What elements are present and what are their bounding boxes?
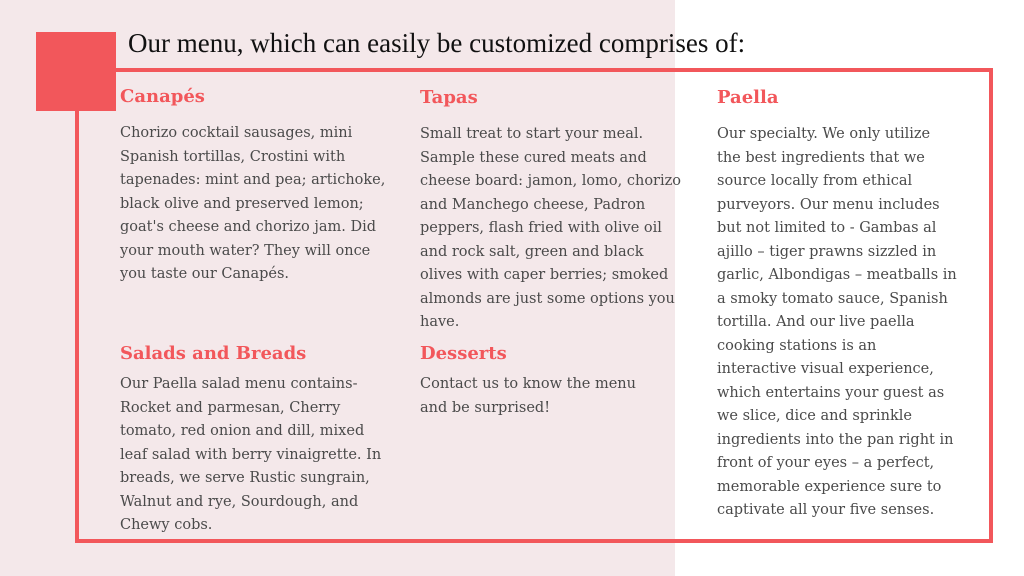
section-heading-canapes: Canapés [120, 86, 205, 107]
section-text-paella: Our specialty. We only utilize the best ingredients that we source locally from ethical purveyors. Our menu includes but not limited to - Gambas al ajillo – tiger prawns sizzled in garlic, Albondigas – meatballs in a smoky tomato sauce, Spanish tortilla. And our live paella cooking stations is an interactive visual experience, which entertains your guest as we slice, dice and sprinkle ingredients into the pan right in front of your eyes – a perfect, memorable experience sure to captivate all your five senses. [717, 126, 957, 518]
section-text-desserts: Contact us to know the menu and be surprised! [420, 376, 636, 416]
section-paella [717, 87, 957, 523]
section-tapas [420, 87, 690, 335]
section-canapes [120, 86, 390, 287]
section-heading-salads-breads: Salads and Breads [120, 343, 307, 364]
section-text-salads-breads: Our Paella salad menu contains- Rocket and parmesan, Cherry tomato, red onion and dill, mixed leaf salad with berry vinaigrette. In breads, we serve Rustic sungrain, Walnut and rye, Sourdough, and Chewy cobs. [120, 376, 382, 533]
section-salads-breads [120, 343, 390, 538]
page-title: Our menu, which can easily be customized comprises of: [128, 28, 746, 58]
section-heading-desserts: Desserts [420, 343, 507, 364]
section-text-canapes: Chorizo cocktail sausages, mini Spanish tortillas, Crostini with tapenades: mint and pea; artichoke, black olive and preserved lemon; goat's cheese and chorizo jam. Did your mouth water? They will once you taste our Canapés. [120, 125, 386, 282]
accent-square [36, 32, 116, 111]
section-text-tapas: Small treat to start your meal. Sample these cured meats and cheese board: jamon, lomo, chorizo and Manchego cheese, Padron peppers, flash fried with olive oil and rock salt, green and black olives with caper berries; smoked almonds are just some options you have. [420, 126, 681, 330]
section-desserts [420, 343, 650, 420]
section-heading-paella: Paella [717, 87, 779, 108]
section-heading-tapas: Tapas [420, 87, 478, 108]
